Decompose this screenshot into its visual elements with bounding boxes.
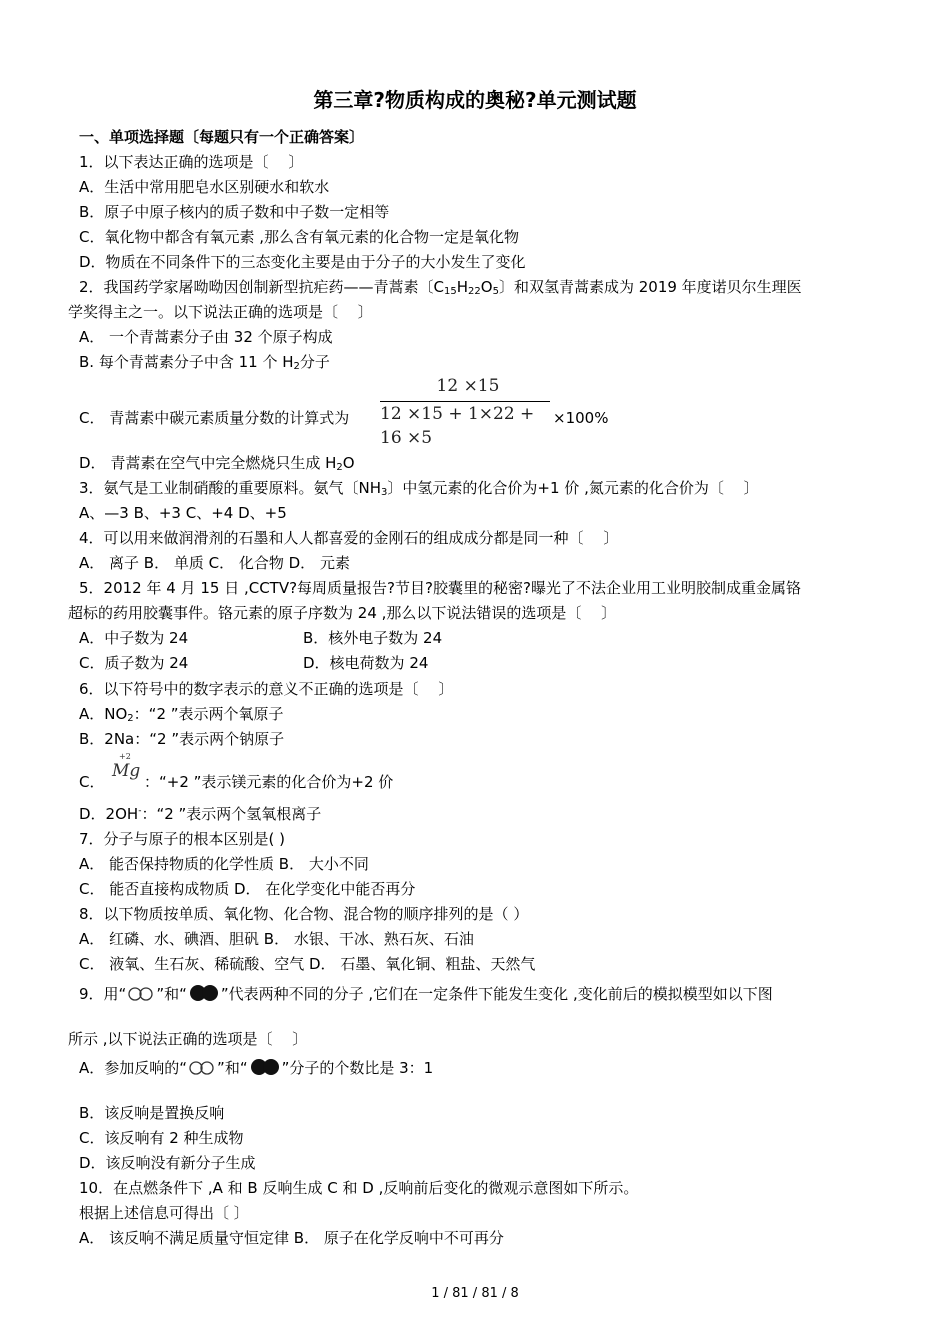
question-2-stem-line2: 学奖得主之一。以下说法正确的选项是〔 〕 (68, 303, 373, 321)
question-7-options-cd: C． 能否直接构成物质 D． 在化学变化中能否再分 (79, 880, 416, 898)
fraction-percent-suffix: ×100% (553, 409, 609, 427)
question-9-option-c: C．该反响有 2 种生成物 (79, 1129, 244, 1147)
question-6-option-c-label: C． (79, 773, 105, 791)
question-1-option-a: A．生活中常用肥皂水区别硬水和软水 (79, 178, 330, 196)
solid-molecule-icon (248, 1058, 282, 1080)
question-9-option-b: B．该反响是置换反响 (79, 1104, 225, 1122)
question-5-stem-line2: 超标的药用胶囊事件。铬元素的原子序数为 24 ,那么以下说法错误的选项是〔 〕 (68, 604, 617, 622)
question-2-option-b: B. 每个青蒿素分子中含 11 个 $H_2$分子 (79, 353, 330, 372)
element-symbol: Mg (112, 761, 141, 781)
question-10-options-ab: A． 该反响不满足质量守恒定律 B． 原子在化学反响中不可再分 (79, 1229, 504, 1247)
question-5-stem: 5．2012 年 4 月 15 日 ,CCTV?每周质量报告?节目?胶囊里的秘密?曝光了不法企业用工业明胶制成重金属铬 (79, 579, 801, 597)
question-1-option-b: B．原子中原子核内的质子数和中子数一定相等 (79, 203, 390, 221)
section-heading: 一、单项选择题〔每题只有一个正确答案〕 (79, 128, 365, 146)
carbon-fraction-formula (380, 374, 550, 448)
question-4-options: A． 离子 B． 单质 C． 化合物 D． 元素 (79, 554, 350, 572)
question-10-stem-line2: 根据上述信息可得出〔 〕 (79, 1204, 249, 1222)
question-6-stem: 6．以下符号中的数字表示的意义不正确的选项是〔 〕 (79, 680, 454, 698)
question-6-option-c: ：“+2 ”表示镁元素的化合价为+2 价 (144, 773, 394, 791)
question-7-stem: 7．分子与原子的根本区别是( ) (79, 830, 286, 848)
question-5-row-ab (79, 626, 443, 650)
question-10-stem: 10．在点燃条件下 ,A 和 B 反响生成 C 和 D ,反响前后变化的微观示意图如下所示。 (79, 1179, 639, 1197)
page-number-footer: 1 / 81 / 81 / 8 (431, 1286, 519, 1301)
question-2-stem: 2．我国药学家屠呦呦因创制新型抗疟药——青蒿素〔$C_{15}H_{22}O_5$〕和双氢青蒿素成为 2019 年度诺贝尔生理医 (79, 278, 802, 297)
question-6-option-d: D．2OH-：“2 ”表示两个氢氧根离子 (79, 805, 322, 823)
solid-molecule-icon (187, 984, 221, 1006)
question-8-options-cd: C． 液氧、生石灰、稀硫酸、空气 D． 石墨、氧化铜、粗盐、天然气 (79, 955, 536, 973)
question-5-option-c: C．质子数为 24 (79, 654, 189, 672)
question-5-option-b: B．核外电子数为 24 (303, 629, 443, 647)
question-7-options-ab: A． 能否保持物质的化学性质 B． 大小不同 (79, 855, 369, 873)
question-9-option-a: A．参加反响的“ ”和“ ”分子的个数比是 3：1 (79, 1056, 433, 1080)
question-5-row-cd (79, 651, 429, 675)
question-1-option-d: D．物质在不同条件下的三态变化主要是由于分子的大小发生了变化 (79, 253, 526, 271)
question-2-option-c: C． 青蒿素中碳元素质量分数的计算式为 (79, 409, 350, 427)
question-9-option-d: D．该反响没有新分子生成 (79, 1154, 256, 1172)
question-5-option-a: A．中子数为 24 (79, 629, 189, 647)
page-title: 第三章?物质构成的奥秘?单元测试题 (313, 88, 637, 112)
question-8-stem: 8．以下物质按单质、氧化物、化合物、混合物的顺序排列的是（ ） (79, 905, 529, 923)
hollow-molecule-icon (126, 986, 156, 1004)
question-3-stem: 3．氨气是工业制硝酸的重要原料。氨气〔$NH_3$〕中氢元素的化合价为+1 价 ,氮元素的化合价为〔 〕 (79, 479, 759, 498)
question-5-option-d: D．核电荷数为 24 (303, 654, 429, 672)
question-1-option-c: C．氧化物中都含有氧元素 ,那么含有氧元素的化合物一定是氧化物 (79, 228, 520, 246)
hollow-molecule-icon (187, 1060, 217, 1078)
question-9-stem: 9．用“ ”和“ ”代表两种不同的分子 ,它们在一定条件下能发生变化 ,变化前后的模拟模型如以下图 (79, 982, 773, 1006)
valence-charge: +2 (119, 752, 131, 761)
question-2-option-d: D． 青蒿素在空气中完全燃烧只生成 $H_2O$ (79, 454, 355, 473)
question-4-stem: 4．可以用来做润滑剂的石墨和人人都喜爱的金刚石的组成成分都是同一种〔 〕 (79, 529, 619, 547)
question-3-options: A、—3 B、+3 C、+4 D、+5 (79, 504, 287, 522)
question-9-stem-line2: 所示 ,以下说法正确的选项是〔 〕 (68, 1030, 308, 1048)
question-6-option-a: A．$NO_2$：“2 ”表示两个氧原子 (79, 705, 284, 724)
magnesium-valence-symbol (112, 752, 142, 784)
question-2-option-a: A． 一个青蒿素分子由 32 个原子构成 (79, 328, 333, 346)
question-8-options-ab: A． 红磷、水、碘酒、胆矾 B． 水银、干冰、熟石灰、石油 (79, 930, 474, 948)
fraction-numerator: 12 ×15 (436, 376, 500, 396)
fraction-denominator: 12 ×15 + 1×22 + 16 ×5 (380, 404, 535, 448)
question-6-option-b: B．2Na：“2 ”表示两个钠原子 (79, 730, 285, 748)
question-1-stem: 1．以下表达正确的选项是〔 〕 (79, 153, 304, 171)
